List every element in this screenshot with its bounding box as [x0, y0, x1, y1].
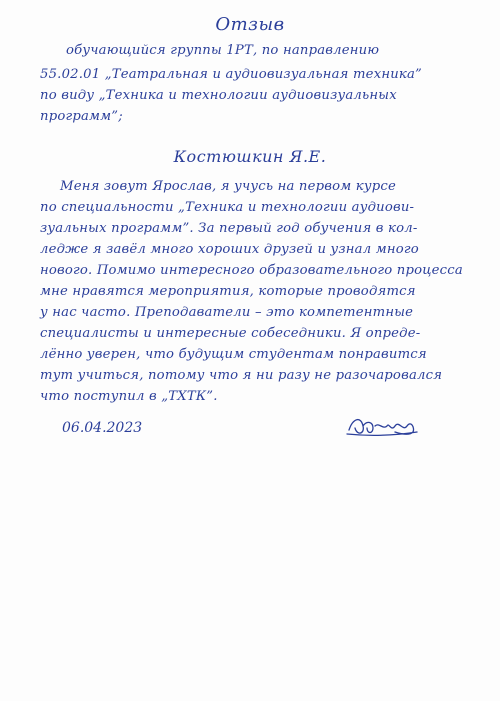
body-line-6: мне нравятся мероприятия, которые проводятся	[40, 284, 416, 299]
body-line-9: лённо уверен, что будущим студентам понравится	[40, 347, 427, 362]
body-line-3: зуальных программ”. За первый год обучения в кол-	[40, 221, 418, 236]
header-line-4: программ”;	[40, 109, 123, 124]
author-name: Костюшкин Я.Е.	[173, 147, 327, 166]
body-line-11: что поступил в „ТХТК”.	[40, 389, 218, 404]
body-line-10: тут учиться, потому что я ни разу не разочаровался	[40, 368, 443, 383]
document-date: 06.04.2023	[62, 420, 143, 436]
body-line-1: Меня зовут Ярослав, я учусь на первом курсе	[60, 179, 396, 194]
body-line-4: ледже я завёл много хороших друзей и узнал много	[40, 242, 419, 257]
header-line-2: 55.02.01 „Театральная и аудиовизуальная техника”	[40, 67, 422, 82]
body-line-7: у нас часто. Преподаватели – это компетентные	[40, 305, 414, 320]
signature-image	[343, 410, 423, 440]
header-line-1: обучающийся группы 1РТ, по направлению	[66, 43, 380, 58]
header-line-3: по виду „Техника и технологии аудиовизуальных	[40, 88, 397, 103]
document-title: Отзыв	[215, 14, 285, 35]
body-line-2: по специальности „Техника и технологии аудиови-	[40, 200, 415, 215]
body-line-5: нового. Помимо интересного образовательного процесса	[40, 263, 463, 278]
body-line-8: специалисты и интересные собеседники. Я опреде-	[40, 326, 421, 341]
